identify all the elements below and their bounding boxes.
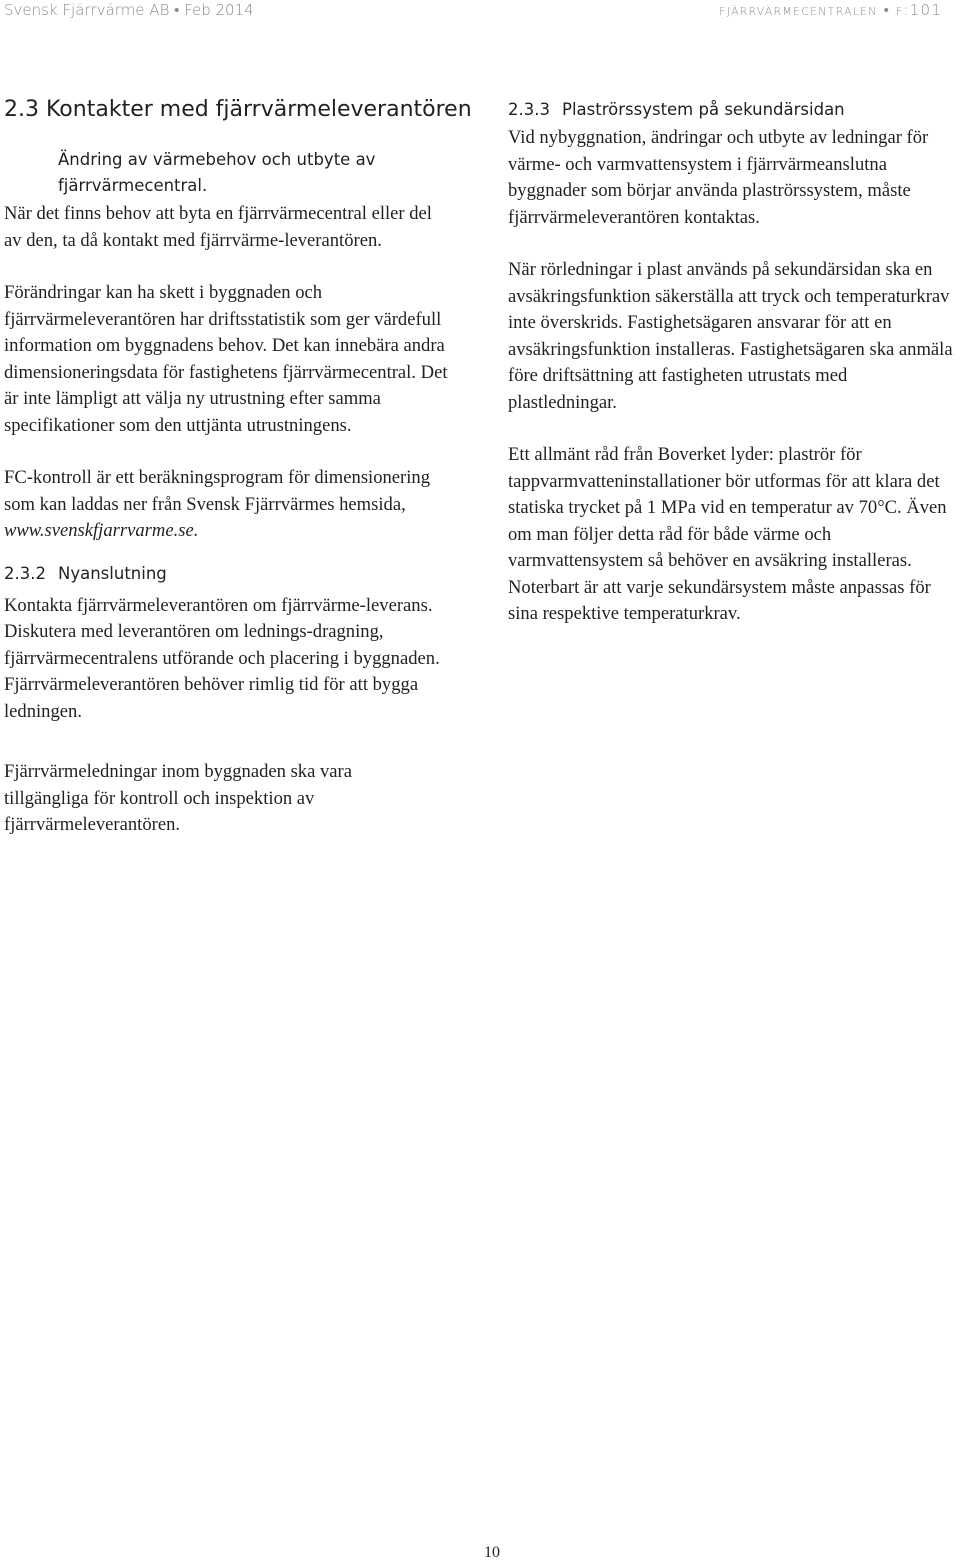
header-document-code: fjärrvärmecentralen • f:101 — [719, 1, 942, 19]
section-title: 2.3 Kontakter med fjärrvärmeleverantören — [4, 97, 472, 122]
subsection-number: 2.3.2 — [4, 563, 46, 583]
running-header — [0, 0, 960, 24]
subsection-number: 2.3.3 — [508, 100, 550, 119]
subsection-title: Ändring av värmebehov och utbyte av fjärrvärmecentral. — [58, 150, 376, 195]
paragraph: Förändringar kan ha skett i byggnaden och fjärrvärmeleverantören har driftsstatistik som ger värdefull information om byggnadens behov. Det kan innebära andra dimensioneringsdata för fastighetens fjärrvärmecentral. Det är inte lämpligt att välja ny utrustning efter samma specifikationer som den uttjänta utrustningens. — [4, 282, 448, 436]
paragraph-text: FC-kontroll är ett beräkningsprogram för dimensionering som kan laddas ner från Svensk Fjärrvärmes hemsida, — [4, 467, 431, 515]
subsection-2-3-2-heading — [4, 561, 474, 587]
subsection-number — [4, 147, 58, 173]
header-publisher-date: Svensk Fjärrvärme AB • Feb 2014 — [4, 1, 254, 19]
subsection-title: Plaströrssystem på sekundärsidan — [562, 100, 845, 119]
subsection-title: Nyanslutning — [58, 563, 167, 583]
paragraph: När det finns behov att byta en fjärrvärmecentral eller del av den, ta då kontakt med fjärrvärme-leverantören. — [4, 203, 432, 251]
page-number: 10 — [484, 1544, 500, 1561]
paragraph — [4, 465, 434, 545]
right-column — [508, 93, 958, 628]
website-link[interactable]: www.svenskfjarrvarme.se. — [4, 520, 199, 541]
paragraph: Kontakta fjärrvärmeleverantören om fjärrvärme-leverans. Diskutera med leverantören om lednings-dragning, fjärrvärmecentralens utförande och placering i byggnaden. Fjärrvärmeleverantören behöver rimlig tid för att bygga ledningen. — [4, 594, 440, 722]
paragraph: Ett allmänt råd från Boverket lyder: plaströr för tappvarmvatteninstallationer bör utformas för att klara det statiska trycket på 1 MPa vid en temperatur av 70°C. Även om man följer detta råd för både värme och varmvattensystem så behöver en avsäkring installeras. Noterbart är att varje sekundärsystem måste anpassas för sina respektive temperaturkrav. — [508, 444, 947, 624]
left-column — [4, 93, 474, 839]
subsection-2-3-3-heading — [508, 97, 958, 123]
paragraph: När rörledningar i plast används på sekundärsidan ska en avsäkringsfunktion säkerställa att tryck och temperaturkrav inte överskrids. Fastighetsägaren ansvarar för att en avsäkringsfunktion installeras. Fastighetsägaren ska anmäla före driftsättning att fastigheten utrustats med plastledningar. — [508, 259, 953, 413]
paragraph: Fjärrvärmeledningar inom byggnaden ska vara tillgängliga för kontroll och inspektion av fjärrvärmeleverantören. — [4, 761, 352, 835]
paragraph: Vid nybyggnation, ändringar och utbyte av ledningar för värme- och varmvattensystem i fjärrvärmeanslutna byggnader som börjar använda plaströrssystem, måste fjärrvärmeleverantören kontaktas. — [508, 127, 929, 228]
subsection-2-3-1-heading — [4, 147, 474, 199]
